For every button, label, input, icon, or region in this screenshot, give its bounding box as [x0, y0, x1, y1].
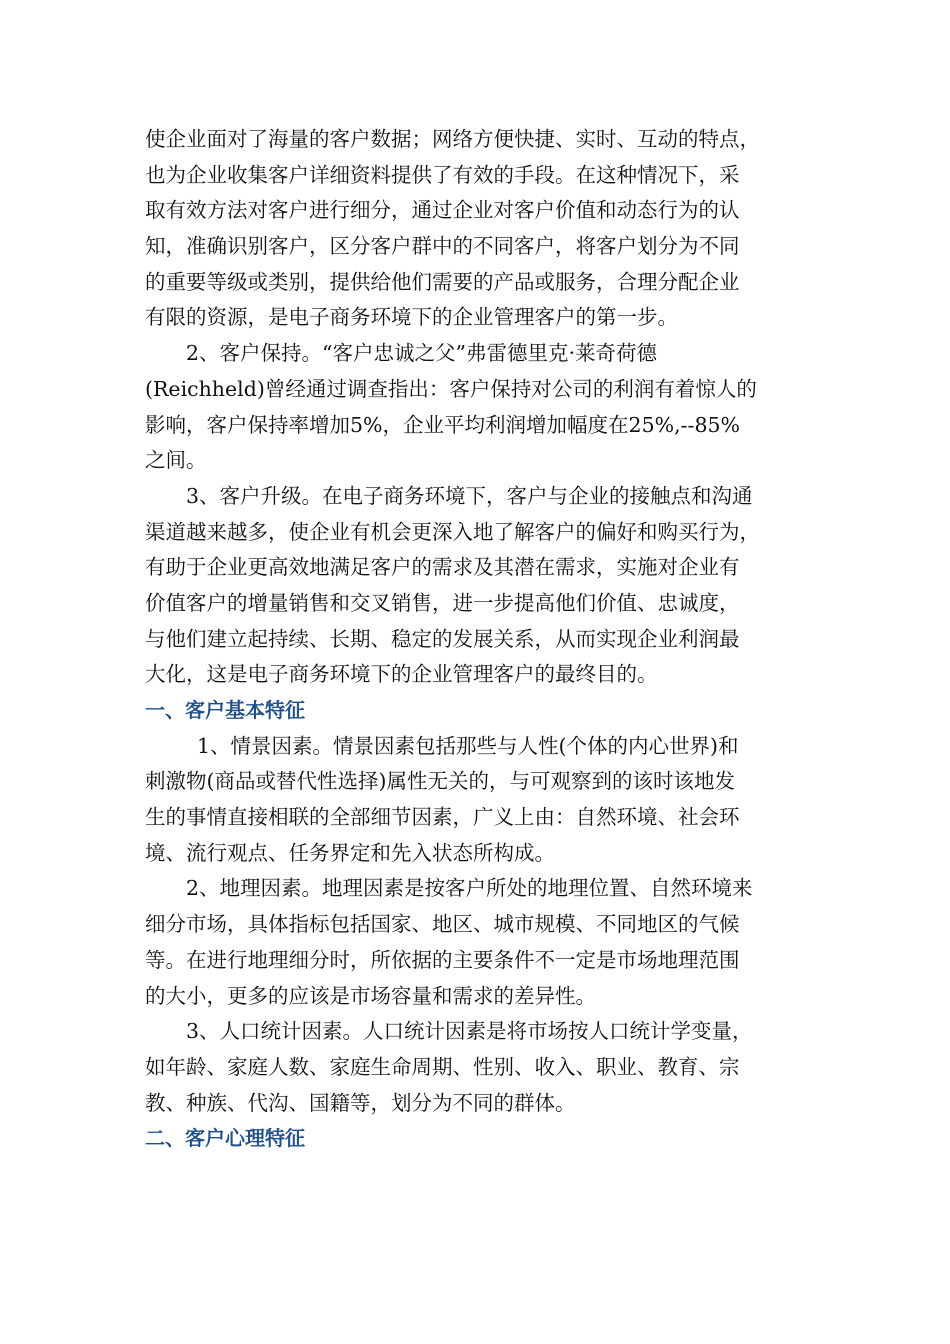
text-line: 2、地理因素。地理因素是按客户所处的地理位置、自然环境来	[186, 876, 753, 901]
text-line: 3、人口统计因素。人口统计因素是将市场按人口统计学变量，	[186, 1019, 753, 1044]
text-line: 生的事情直接相联的全部细节因素，广义上由：自然环境、社会环	[145, 805, 740, 830]
text-line: 1、情景因素。情景因素包括那些与人性(个体的内心世界)和	[197, 733, 739, 758]
text-line: 的重要等级或类别，提供给他们需要的产品或服务，合理分配企业	[145, 269, 740, 294]
text-line: 3、客户升级。在电子商务环境下，客户与企业的接触点和沟通	[186, 483, 753, 508]
text-line: 价值客户的增量销售和交叉销售，进一步提高他们价值、忠诚度，	[145, 590, 740, 615]
text-line: (Reichheld)曾经通过调查指出：客户保持对公司的利润有着惊人的	[145, 376, 757, 401]
paragraph-geographic-factors	[145, 871, 810, 1014]
paragraph-customer-segmentation	[145, 122, 810, 336]
section-heading-psychological-features: 二、客户心理特征	[145, 1126, 305, 1151]
text-line: 影响，客户保持率增加5%，企业平均利润增加幅度在25%,--85%	[145, 412, 741, 437]
text-line: 2、客户保持。“客户忠诚之父”弗雷德里克·莱奇荷德	[186, 341, 658, 366]
text-line: 有助于企业更高效地满足客户的需求及其潜在需求，实施对企业有	[145, 555, 740, 580]
text-line: 之间。	[145, 448, 207, 473]
text-line: 刺激物(商品或替代性选择)属性无关的，与可观察到的该时该地发	[145, 769, 735, 794]
text-line: 渠道越来越多，使企业有机会更深入地了解客户的偏好和购买行为，	[145, 519, 760, 544]
text-line: 大化，这是电子商务环境下的企业管理客户的最终目的。	[145, 662, 658, 687]
text-line: 有限的资源，是电子商务环境下的企业管理客户的第一步。	[145, 305, 678, 330]
text-line: 境、流行观点、任务界定和先入状态所构成。	[145, 840, 555, 865]
text-line: 使企业面对了海量的客户数据；网络方便快捷、实时、互动的特点，	[145, 127, 760, 151]
text-line: 等。在进行地理细分时，所依据的主要条件不一定是市场地理范围	[145, 947, 740, 972]
paragraph-customer-upgrade	[145, 479, 810, 693]
text-line: 教、种族、代沟、国籍等，划分为不同的群体。	[145, 1090, 576, 1115]
text-line: 也为企业收集客户详细资料提供了有效的手段。在这种情况下，采	[145, 162, 740, 187]
text-line: 与他们建立起持续、长期、稳定的发展关系，从而实现企业利润最	[145, 626, 740, 651]
paragraph-demographic-factors	[145, 1014, 810, 1121]
text-line: 如年龄、家庭人数、家庭生命周期、性别、收入、职业、教育、宗	[145, 1054, 740, 1079]
text-line: 取有效方法对客户进行细分，通过企业对客户价值和动态行为的认	[145, 198, 740, 223]
document-page	[145, 122, 810, 1157]
paragraph-customer-retention	[145, 336, 810, 479]
text-line: 知，准确识别客户，区分客户群中的不同客户，将客户划分为不同	[145, 234, 740, 259]
text-line: 细分市场，具体指标包括国家、地区、城市规模、不同地区的气候	[145, 912, 740, 937]
section-heading-basic-features: 一、客户基本特征	[145, 698, 305, 722]
text-line: 的大小，更多的应该是市场容量和需求的差异性。	[145, 983, 596, 1008]
paragraph-situational-factors	[145, 729, 810, 872]
